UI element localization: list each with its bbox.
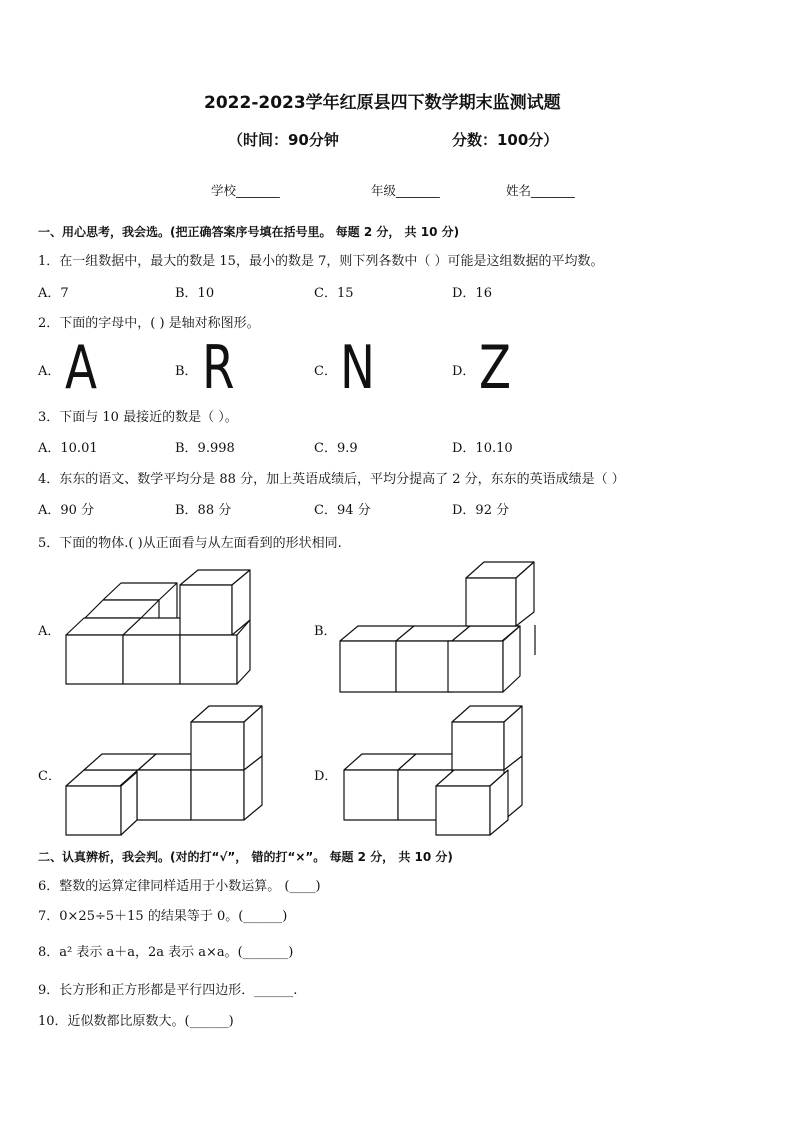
question-3: 3．下面与 10 最接近的数是（ ）。 bbox=[38, 410, 238, 425]
section-2-heading: 二、认真辨析，我会判。(对的打“√”， 错的打“×”。 每题 2 分， 共 10 分) bbox=[38, 850, 453, 864]
grade-field: 年级_______ bbox=[371, 183, 440, 198]
question-9: 9．长方形和正方形都是平行四边形．______. bbox=[38, 983, 298, 998]
school-field: 学校_______ bbox=[211, 183, 280, 198]
q2-label-b: B． bbox=[175, 364, 198, 379]
q3-option-d: D．10.10 bbox=[452, 441, 513, 456]
q2-label-d: D． bbox=[452, 364, 476, 379]
q1-option-c: C．15 bbox=[314, 286, 354, 301]
question-7: 7．0×25÷5＋15 的结果等于 0。(______) bbox=[38, 909, 288, 924]
name-field: 姓名_______ bbox=[506, 183, 575, 198]
q2-label-a: A． bbox=[38, 364, 61, 379]
q4-option-c: C．94 分 bbox=[314, 503, 371, 518]
q1-option-a: A．7 bbox=[38, 286, 69, 301]
q5-label-b: B． bbox=[314, 624, 337, 639]
question-1: 1．在一组数据中，最大的数是 15，最小的数是 7，则下列各数中（ ）可能是这组数据的平均数。 bbox=[38, 254, 604, 269]
question-6: 6．整数的运算定律同样适用于小数运算。 (____) bbox=[38, 879, 321, 894]
page-title: 2022-2023学年红原县四下数学期末监测试题 bbox=[204, 93, 561, 113]
question-5: 5．下面的物体.( )从正面看与从左面看到的形状相同. bbox=[38, 536, 342, 551]
q2-letter-d: Z bbox=[479, 333, 512, 403]
q4-option-a: A．90 分 bbox=[38, 503, 95, 518]
question-8: 8．a² 表示 a＋a，2a 表示 a×a。(_______) bbox=[38, 945, 294, 960]
q3-option-a: A．10.01 bbox=[38, 441, 98, 456]
question-10: 10．近似数都比原数大。(______) bbox=[38, 1014, 234, 1029]
q2-label-c: C． bbox=[314, 364, 337, 379]
q1-option-b: B．10 bbox=[175, 286, 215, 301]
q4-option-b: B．88 分 bbox=[175, 503, 232, 518]
q2-letter-b: R bbox=[202, 333, 235, 403]
q5-label-d: D． bbox=[314, 769, 338, 784]
q5-label-a: A． bbox=[38, 624, 61, 639]
q2-letter-c: N bbox=[340, 333, 376, 403]
q5-label-c: C． bbox=[38, 769, 61, 784]
q1-option-d: D．16 bbox=[452, 286, 492, 301]
q3-option-c: C．9.9 bbox=[314, 441, 358, 456]
q3-option-b: B．9.998 bbox=[175, 441, 235, 456]
section-1-heading: 一、用心思考，我会选。(把正确答案序号填在括号里。 每题 2 分， 共 10 分) bbox=[38, 225, 460, 239]
q2-letter-a: A bbox=[65, 333, 98, 403]
exam-score: 分数：100分） bbox=[452, 131, 559, 149]
question-2: 2．下面的字母中，( ) 是轴对称图形。 bbox=[38, 316, 260, 331]
q4-option-d: D．92 分 bbox=[452, 503, 510, 518]
question-4: 4．东东的语文、数学平均分是 88 分，加上英语成绩后，平均分提高了 2 分，东东的英语成绩是（ ） bbox=[38, 472, 625, 487]
exam-time: （时间：90分钟 bbox=[228, 131, 339, 149]
